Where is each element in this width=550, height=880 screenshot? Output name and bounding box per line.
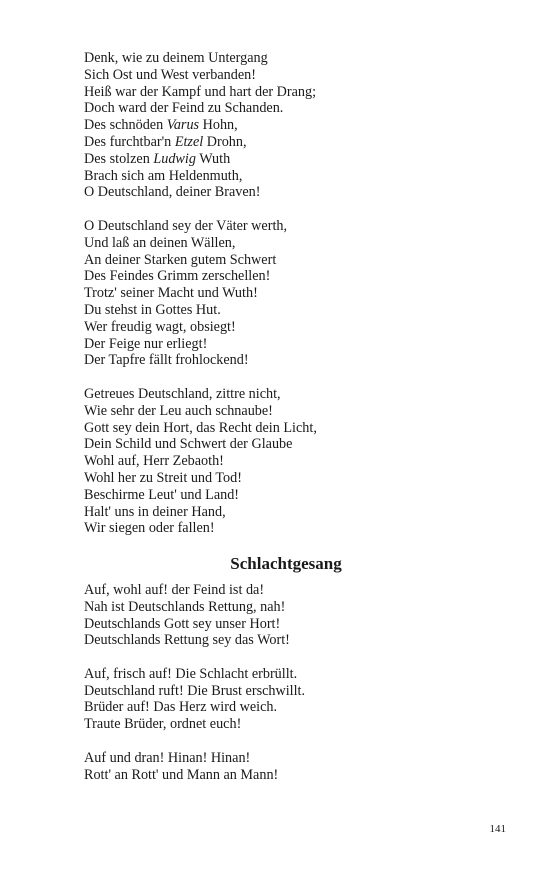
poem-line: Doch ward der Feind zu Schanden.	[84, 100, 284, 117]
poem-line: Des furchtbar'n Etzel Drohn,	[84, 133, 247, 150]
poem-line: Gott sey dein Hort, das Recht dein Licht,	[84, 419, 317, 436]
page-number: 141	[489, 823, 506, 835]
poem-line: Des Feindes Grimm zerschellen!	[84, 268, 271, 285]
poem-line: Wie sehr der Leu auch schnaube!	[84, 402, 273, 419]
poem-line: Beschirme Leut' und Land!	[84, 486, 240, 503]
poem-title: Schlachtgesang	[230, 553, 342, 573]
poem-line: Heiß war der Kampf und hart der Drang;	[84, 83, 317, 100]
poem-line: An deiner Starken gutem Schwert	[84, 251, 277, 268]
italic-name: Etzel	[174, 133, 204, 150]
poem-line: Traute Brüder, ordnet euch!	[84, 716, 242, 733]
poem-1	[84, 50, 484, 537]
poem-line: Wer freudig wagt, obsiegt!	[84, 318, 236, 335]
italic-name: Ludwig	[153, 150, 196, 167]
poem-line: Deutschland ruft! Die Brust erschwillt.	[84, 682, 306, 699]
poem-line: Nah ist Deutschlands Rettung, nah!	[84, 598, 286, 615]
poem-line: Auf, frisch auf! Die Schlacht erbrüllt.	[84, 665, 298, 682]
poem-line: Trotz' seiner Macht und Wuth!	[84, 285, 258, 302]
stanza	[84, 50, 484, 201]
poem-line: Wir siegen oder fallen!	[84, 520, 215, 537]
poem-line: Brach sich am Heldenmuth,	[84, 167, 243, 184]
poem-line: Des schnöden Varus Hohn,	[84, 117, 238, 134]
poem-line: Brüder auf! Das Herz wird weich.	[84, 699, 278, 716]
stanza	[84, 582, 484, 649]
poem-line: Wohl auf, Herr Zebaoth!	[84, 453, 224, 470]
poem-line: Der Feige nur erliegt!	[84, 335, 208, 352]
poem-line: Halt' uns in deiner Hand,	[84, 503, 226, 520]
poem-line: Auf und dran! Hinan! Hinan!	[84, 749, 251, 766]
poem-line: Auf, wohl auf! der Feind ist da!	[84, 581, 265, 598]
poem-line: Dein Schild und Schwert der Glaube	[84, 436, 293, 453]
poem-line: O Deutschland, deiner Braven!	[84, 184, 261, 201]
stanza	[84, 750, 484, 784]
poem-line: Getreues Deutschland, zittre nicht,	[84, 385, 281, 402]
poem-line: Denk, wie zu deinem Untergang	[84, 50, 268, 66]
poem-text-block	[84, 50, 484, 800]
poem-line: Sich Ost und West verbanden!	[84, 66, 256, 83]
stanza	[84, 218, 484, 369]
poem-line: Und laß an deinen Wällen,	[84, 234, 236, 251]
poem-line: Deutschlands Rettung sey das Wort!	[84, 632, 290, 649]
poem-line: O Deutschland sey der Väter werth,	[84, 217, 288, 234]
poem-line: Wohl her zu Streit und Tod!	[84, 469, 242, 486]
poem-line: Der Tapfre fällt frohlockend!	[84, 352, 249, 369]
poem-line: Deutschlands Gott sey unser Hort!	[84, 615, 281, 632]
italic-name: Varus	[166, 117, 200, 134]
poem-line: Du stehst in Gottes Hut.	[84, 301, 221, 318]
poem-2	[84, 582, 484, 784]
stanza	[84, 386, 484, 537]
stanza	[84, 666, 484, 733]
poem-line: Rott' an Rott' und Mann an Mann!	[84, 766, 279, 783]
poem-line: Des stolzen Ludwig Wuth	[84, 150, 231, 167]
